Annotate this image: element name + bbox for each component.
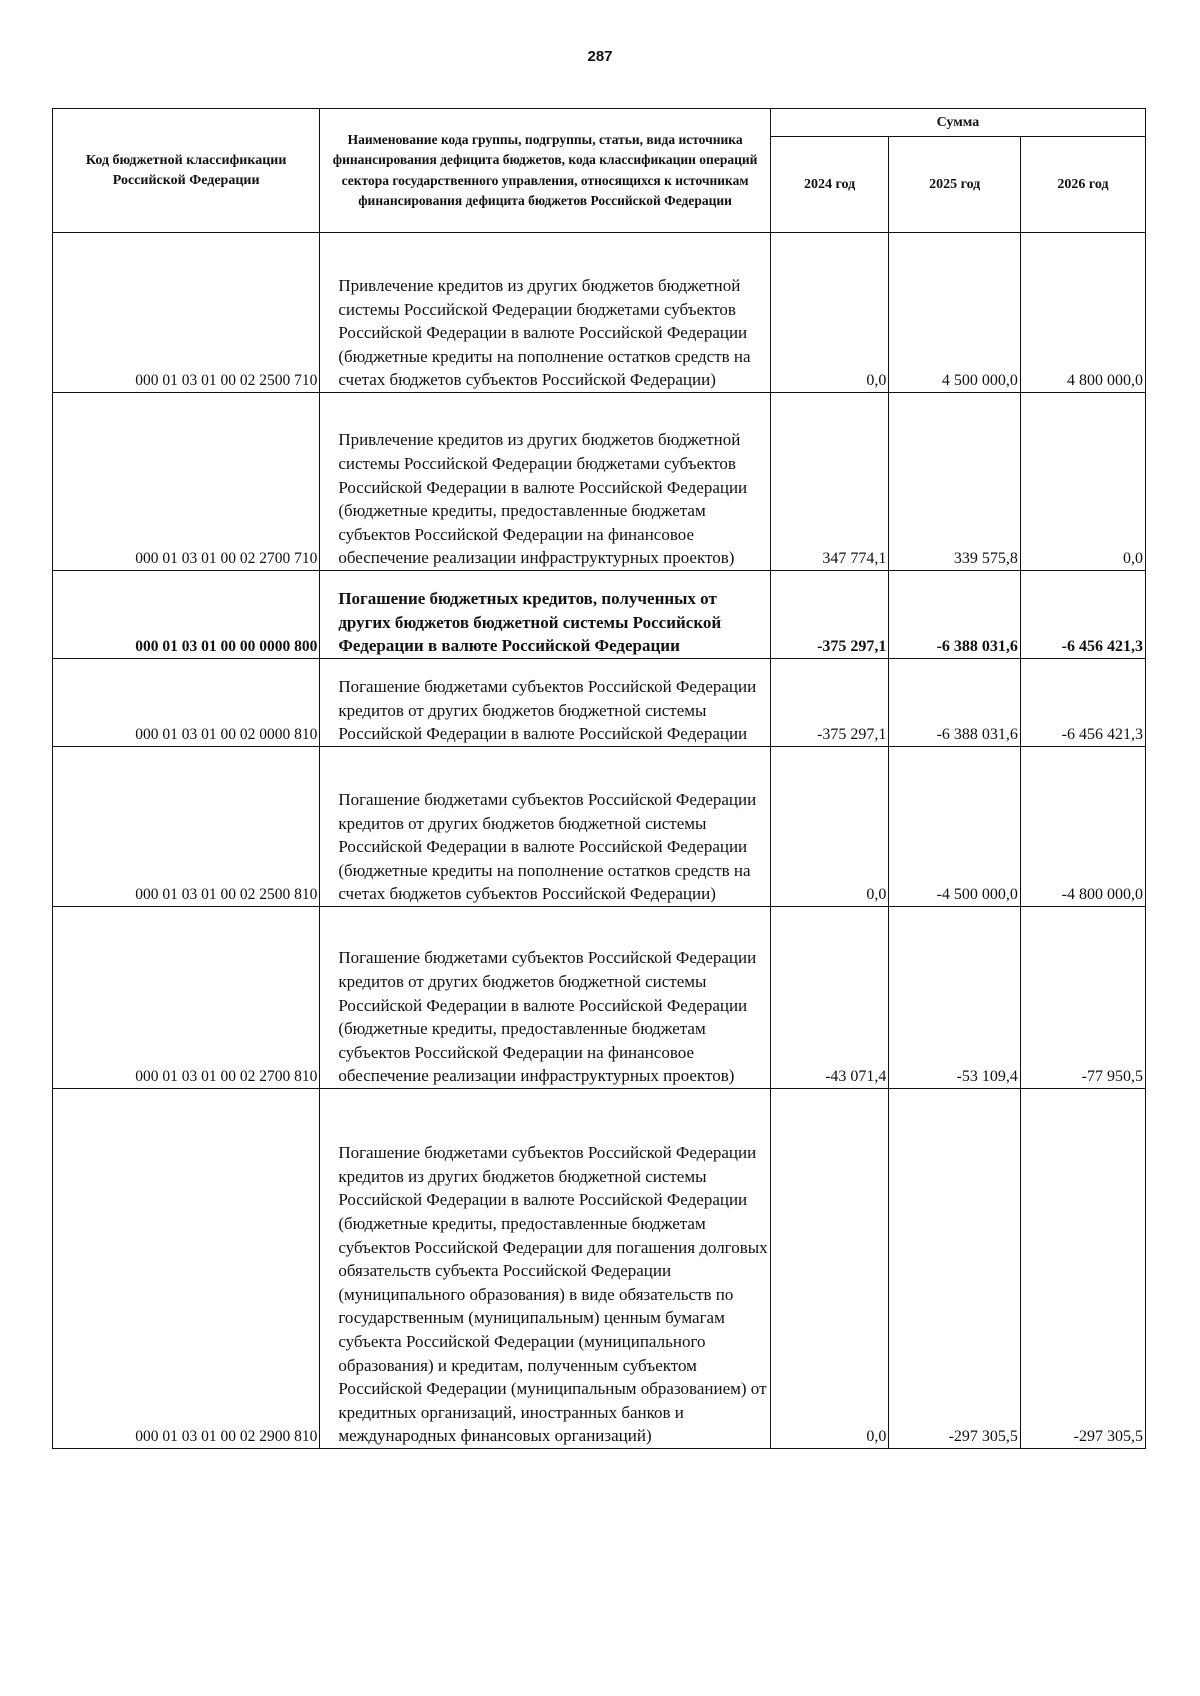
name-cell: Погашение бюджетами субъектов Российской Федерации кредитов от других бюджетов бюджетной системы Российской Федерации в валюте Российской Федерации (бюджетные кредиты на пополнение остатков средств на счетах бюджетов субъектов Российской Федерации) xyxy=(320,747,771,907)
table-row xyxy=(53,393,1146,571)
table-row xyxy=(53,747,1146,907)
amount-2025-cell: -6 388 031,6 xyxy=(889,659,1021,747)
code-cell: 000 01 03 01 00 02 2500 710 xyxy=(53,233,320,393)
code-cell: 000 01 03 01 00 02 2700 810 xyxy=(53,907,320,1089)
name-cell: Погашение бюджетами субъектов Российской Федерации кредитов от других бюджетов бюджетной системы Российской Федерации в валюте Российской Федерации xyxy=(320,659,771,747)
amount-2025-cell: 4 500 000,0 xyxy=(889,233,1021,393)
amount-2024-cell: -375 297,1 xyxy=(770,571,889,659)
header-year-2026: 2026 год xyxy=(1020,137,1145,233)
amount-2024-cell: -43 071,4 xyxy=(770,907,889,1089)
amount-2026-cell: 0,0 xyxy=(1020,393,1145,571)
header-year-2024: 2024 год xyxy=(770,137,889,233)
header-name: Наименование кода группы, подгруппы, статьи, вида источника финансирования дефицита бюджетов, кода классификации операций сектора государственного управления, относящихся к источникам финансирования дефицита бюджетов Российской Федерации xyxy=(320,109,771,233)
name-cell: Погашение бюджетных кредитов, полученных от других бюджетов бюджетной системы Российской Федерации в валюте Российской Федерации xyxy=(320,571,771,659)
amount-2025-cell: -4 500 000,0 xyxy=(889,747,1021,907)
code-cell: 000 01 03 01 00 02 0000 810 xyxy=(53,659,320,747)
amount-2025-cell: -297 305,5 xyxy=(889,1089,1021,1449)
amount-2025-cell: -53 109,4 xyxy=(889,907,1021,1089)
amount-2026-cell: -6 456 421,3 xyxy=(1020,659,1145,747)
amount-2026-cell: -297 305,5 xyxy=(1020,1089,1145,1449)
table-row xyxy=(53,659,1146,747)
code-cell: 000 01 03 01 00 02 2500 810 xyxy=(53,747,320,907)
name-cell: Привлечение кредитов из других бюджетов бюджетной системы Российской Федерации бюджетами субъектов Российской Федерации в валюте Российской Федерации (бюджетные кредиты, предоставленные бюджетам субъектов Российской Федерации на финансовое обеспечение реализации инфраструктурных проектов) xyxy=(320,393,771,571)
table-row xyxy=(53,1089,1146,1449)
table-row xyxy=(53,907,1146,1089)
code-cell: 000 01 03 01 00 02 2700 710 xyxy=(53,393,320,571)
amount-2024-cell: 0,0 xyxy=(770,747,889,907)
name-cell: Погашение бюджетами субъектов Российской Федерации кредитов от других бюджетов бюджетной системы Российской Федерации в валюте Российской Федерации (бюджетные кредиты, предоставленные бюджетам субъектов Российской Федерации на финансовое обеспечение реализации инфраструктурных проектов) xyxy=(320,907,771,1089)
page-number: 287 xyxy=(587,48,613,65)
amount-2026-cell: -77 950,5 xyxy=(1020,907,1145,1089)
code-cell: 000 01 03 01 00 00 0000 800 xyxy=(53,571,320,659)
amount-2025-cell: -6 388 031,6 xyxy=(889,571,1021,659)
amount-2024-cell: 0,0 xyxy=(770,1089,889,1449)
amount-2024-cell: 0,0 xyxy=(770,233,889,393)
amount-2026-cell: -4 800 000,0 xyxy=(1020,747,1145,907)
amount-2024-cell: 347 774,1 xyxy=(770,393,889,571)
code-cell: 000 01 03 01 00 02 2900 810 xyxy=(53,1089,320,1449)
amount-2024-cell: -375 297,1 xyxy=(770,659,889,747)
amount-2026-cell: 4 800 000,0 xyxy=(1020,233,1145,393)
header-code: Код бюджетной классификации Российской Федерации xyxy=(53,109,320,233)
table-row xyxy=(53,571,1146,659)
table-row xyxy=(53,233,1146,393)
header-sum: Сумма xyxy=(770,109,1145,137)
header-year-2025: 2025 год xyxy=(889,137,1021,233)
amount-2025-cell: 339 575,8 xyxy=(889,393,1021,571)
name-cell: Погашение бюджетами субъектов Российской Федерации кредитов из других бюджетов бюджетной системы Российской Федерации в валюте Российской Федерации (бюджетные кредиты, предоставленные бюджетам субъектов Российской Федерации для погашения долговых обязательств субъекта Российской Федерации (муниципального образования) в виде обязательств по государственным (муниципальным) ценным бумагам субъекта Российской Федерации (муниципального образования) и кредитам, полученным субъектом Российской Федерации (муниципальным образованием) от кредитных организаций, иностранных банков и международных финансовых организаций) xyxy=(320,1089,771,1449)
name-cell: Привлечение кредитов из других бюджетов бюджетной системы Российской Федерации бюджетами субъектов Российской Федерации в валюте Российской Федерации (бюджетные кредиты на пополнение остатков средств на счетах бюджетов субъектов Российской Федерации) xyxy=(320,233,771,393)
amount-2026-cell: -6 456 421,3 xyxy=(1020,571,1145,659)
budget-table xyxy=(52,108,1146,1449)
